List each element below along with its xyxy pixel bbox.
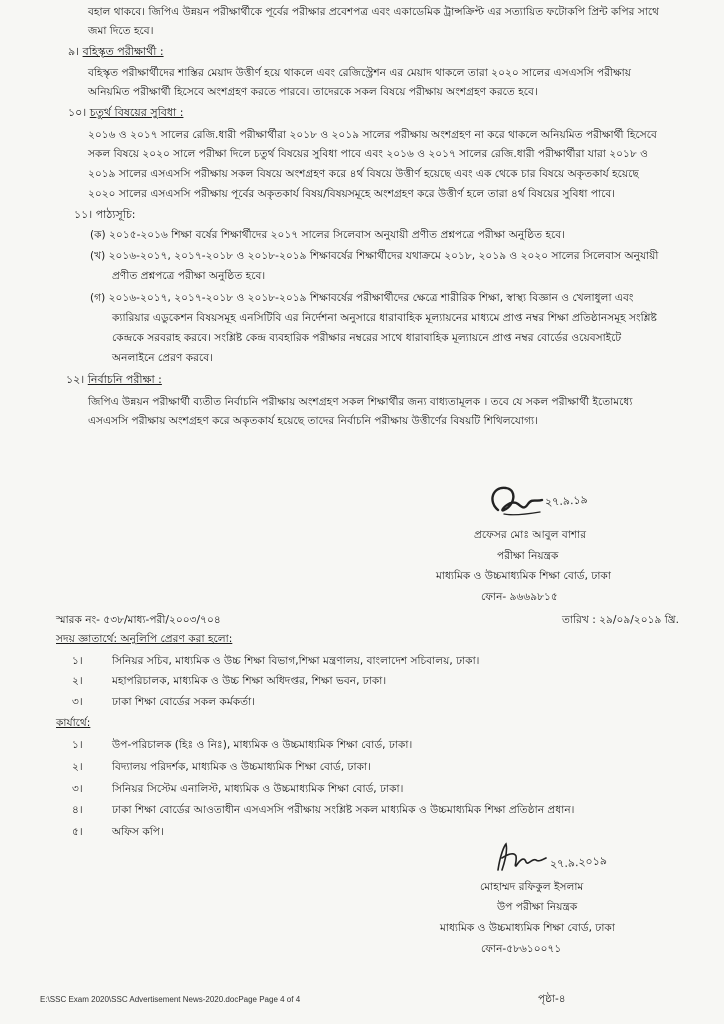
section-10-line-3: ২০১৯ সালের এসএসসি পরীক্ষায় সকল বিষয়ে অংশগ্রহণ করে ৪র্থ বিষয়ে উত্তীর্ণ হয়েছে এবং এক থেকে চার বিষয়ে অকৃতকার্য হয়েছে (88, 168, 639, 180)
page-number: পৃষ্ঠা-৪ (538, 993, 566, 1005)
signatory-1-name: প্রফেসর মোঃ আবুল বাশার (474, 529, 587, 541)
section-12-line-1: জিপিএ উন্নয়ন পরীক্ষার্থী ব্যতীত নির্বাচনি পরীক্ষায় অংশগ্রহণ সকল শিক্ষার্থীর জন্য বাধ্যতামূলক । তবে যে সকল পরীক্ষার্থী ইতোমধ্যে (88, 396, 633, 408)
section-11-item-ga-line-3: কেন্দ্রকে সরবরাহ করবে। সংশ্লিষ্ট কেন্দ্র ব্যবহারিক পরীক্ষার নম্বরের সাথে ধারাবাহিক মূল্যায়নে প্রাপ্ত নম্বর বোর্ডের ওয়েবসাইটে (112, 332, 622, 344)
action-copy-item-3: সিনিয়র সিস্টেম এনালিস্ট, মাধ্যমিক ও উচ্চমাধ্যমিক শিক্ষা বোর্ড, ঢাকা। (112, 783, 404, 795)
section-12-title: নির্বাচনি পরীক্ষা : (87, 373, 162, 386)
memo-reference: স্মারক নং- ৫৩৮/মাধ্য-পরী/২০০৩/৭০৪ (56, 614, 221, 626)
signatory-2-office: মাধ্যমিক ও উচ্চমাধ্যমিক শিক্ষা বোর্ড, ঢাকা (440, 922, 615, 934)
action-copy-item-5-number: ৫। (72, 826, 83, 838)
info-copy-item-1: সিনিয়র সচিব, মাধ্যমিক ও উচ্চ শিক্ষা বিভাগ,শিক্ষা মন্ত্রণালয়, বাংলাদেশ সচিবালয়, ঢাকা। (112, 655, 480, 667)
action-copy-item-1-number: ১। (72, 739, 83, 751)
section-12-heading (66, 373, 162, 387)
section-11-item-kha-line-2: প্রণীত প্রশ্নপত্রে পরীক্ষা অনুষ্ঠিত হবে। (112, 270, 266, 282)
action-copy-item-4: ঢাকা শিক্ষা বোর্ডের আওতাধীন এসএসসি পরীক্ষায় সংশ্লিষ্ট সকল মাধ্যমিক ও উচ্চমাধ্যমিক শিক্ষা প্রতিষ্ঠান প্রধান। (112, 804, 575, 816)
signature-1-date: ২৭.৯.১৯ (544, 493, 589, 509)
signatory-2-name: মোহাম্মদ রফিকুল ইসলাম (480, 881, 584, 893)
section-9-line-1: বহিস্কৃত পরীক্ষার্থীদের শাস্তির মেয়াদ উত্তীর্ণ হয়ে থাকলে এবং রেজিস্ট্রেশন এর মেয়াদ থাকলে তারা ২০২০ সালের এসএসসি পরীক্ষায় (88, 67, 631, 79)
info-copy-item-2: মহাপরিচালক, মাধ্যমিক ও উচ্চ শিক্ষা অধিদপ্তর, শিক্ষা ভবন, ঢাকা। (112, 675, 387, 687)
section-9-line-2: অনিয়মিত পরীক্ষার্থী হিসেবে অংশগ্রহণ করতে পারবে। তাদেরকে সকল বিষয়ে পরীক্ষায় অংশগ্রহণ করতে হবে। (88, 86, 538, 98)
section-10-title: চতুর্থ বিষয়ের সুবিধা : (89, 106, 184, 119)
section-11-heading (74, 208, 136, 222)
section-10-heading (68, 106, 183, 120)
section-10-number: ১০। (68, 106, 87, 119)
info-copy-item-3: ঢাকা শিক্ষা বোর্ডের সকল কর্মকর্তা। (112, 696, 255, 708)
info-copy-item-3-number: ৩। (72, 696, 83, 708)
info-copy-heading: সদয় জ্ঞাতার্থে: অনুলিপি প্রেরণ করা হলো: (56, 633, 233, 645)
section-11-title: পাঠ্যসূচি: (95, 208, 136, 221)
signatory-1-designation: পরীক্ষা নিয়ন্ত্রক (497, 550, 559, 562)
action-copy-item-3-number: ৩। (72, 783, 83, 795)
section-11-item-ga-line-2: ক্যারিয়ার এডুকেশন বিষয়সমূহ এনসিটিবি এর নির্দেশনা অনুসারে ধারাবাহিক মূল্যায়নের মাধ্যমে প্রাপ্ত নম্বর শিক্ষা প্রতিষ্ঠানসমূহ সংশ্লিষ্ট (112, 312, 657, 324)
intro-line-2: জমা দিতে হবে। (88, 25, 154, 37)
signature-image-1 (484, 480, 546, 526)
signatory-2-designation: উপ পরীক্ষা নিয়ন্ত্রক (497, 901, 578, 913)
section-12-number: ১২। (66, 373, 85, 386)
section-9-heading (68, 45, 164, 59)
action-copy-item-1: উপ-পরিচালক (হিঃ ও নিঃ), মাধ্যমিক ও উচ্চমাধ্যমিক শিক্ষা বোর্ড, ঢাকা। (112, 739, 413, 751)
section-11-item-ka: (ক) ২০১৫-২০১৬ শিক্ষা বর্ষের শিক্ষার্থীদের ২০১৭ সালের সিলেবাস অনুযায়ী প্রণীত প্রশ্নপত্রে পরীক্ষা অনুষ্ঠিত হবে। (90, 229, 565, 241)
section-11-item-ga-line-1: (গ) ২০১৬-২০১৭, ২০১৭-২০১৮ ও ২০১৮-২০১৯ শিক্ষাবর্ষের পরীক্ষার্থীদের ক্ষেত্রে শারীরিক শিক্ষা, স্বাস্থ্য বিজ্ঞান ও খেলাধুলা এবং (90, 292, 634, 304)
intro-line-1: বহাল থাকবে। জিপিএ উন্নয়ন পরীক্ষার্থীকে পূর্বের পরীক্ষার প্রবেশপত্র এবং একাডেমিক ট্রান্সক্রিপ্ট এর সত্যায়িত ফটোকপি প্রিন্ট কপির সাথে (88, 6, 660, 18)
footer-file-path: E:\SSC Exam 2020\SSC Advertisement News-2020.docPage Page 4 of 4 (40, 995, 301, 1004)
signatory-1-phone: ফোন- ৯৬৬৯৮১৫ (481, 591, 558, 603)
signature-2-date: ২৭.৯.২০১৯ (549, 854, 608, 871)
section-11-item-ga-line-4: অনলাইনে প্রেরণ করবে। (112, 352, 213, 364)
info-copy-item-2-number: ২। (72, 675, 83, 687)
section-9-title: বহিস্কৃত পরীক্ষার্থী : (82, 45, 164, 58)
action-copy-item-2-number: ২। (72, 761, 83, 773)
action-copy-heading: কার্যার্থে: (56, 717, 91, 729)
signatory-1-office: মাধ্যমিক ও উচ্চমাধ্যমিক শিক্ষা বোর্ড, ঢাকা (436, 570, 611, 582)
section-11-number: ১১। (74, 208, 93, 221)
action-copy-item-2: বিদ্যালয় পরিদর্শক, মাধ্যমিক ও উচ্চমাধ্যমিক শিক্ষা বোর্ড, ঢাকা। (112, 761, 371, 773)
action-copy-item-5: অফিস কপি। (112, 826, 164, 838)
section-10-line-4: ২০২০ সালের এসএসসি পরীক্ষায় পূর্বের অকৃতকার্য বিষয়/বিষয়সমূহে অংশগ্রহণ করে উত্তীর্ণ হলে তারা ৪র্থ বিষয়ের সুবিধা পাবে। (88, 188, 616, 200)
memo-date: তারিখ : ২৯/০৯/২০১৯ খ্রি. (562, 614, 679, 626)
section-11-item-kha-line-1: (খ) ২০১৬-২০১৭, ২০১৭-২০১৮ ও ২০১৮-২০১৯ শিক্ষাবর্ষের শিক্ষার্থীদের যথাক্রমে ২০১৮, ২০১৯ ও ২০২০ সালের সিলেবাস অনুযায়ী (90, 250, 659, 262)
section-10-line-1: ২০১৬ ও ২০১৭ সালের রেজি.ধারী পরীক্ষার্থীরা ২০১৮ ও ২০১৯ সালের পরীক্ষায় অংশগ্রহণ না করে থাকলে অনিয়মিত পরীক্ষার্থী হিসেবে (88, 129, 657, 141)
section-9-number: ৯। (68, 45, 80, 58)
signatory-2-phone: ফোন-৫৮৬১০০৭১ (481, 943, 562, 955)
action-copy-item-4-number: ৪। (72, 804, 83, 816)
signature-image-2 (490, 838, 550, 878)
section-12-line-2: এসএসসি পরীক্ষায় অংশগ্রহণ করে অকৃতকার্য হয়েছে তাদের নির্বাচনি পরীক্ষায় উত্তীর্ণের বিষয়টি শিথিলযোগ্য। (88, 415, 538, 427)
section-10-line-2: সকল বিষয়ে ২০২০ সালে পরীক্ষা দিলে চতুর্থ বিষয়ের সুবিধা পাবে এবং ২০১৬ ও ২০১৭ সালের রেজি.ধারী পরীক্ষার্থীরা যারা ২০১৮ ও (88, 148, 648, 160)
info-copy-item-1-number: ১। (72, 655, 83, 667)
